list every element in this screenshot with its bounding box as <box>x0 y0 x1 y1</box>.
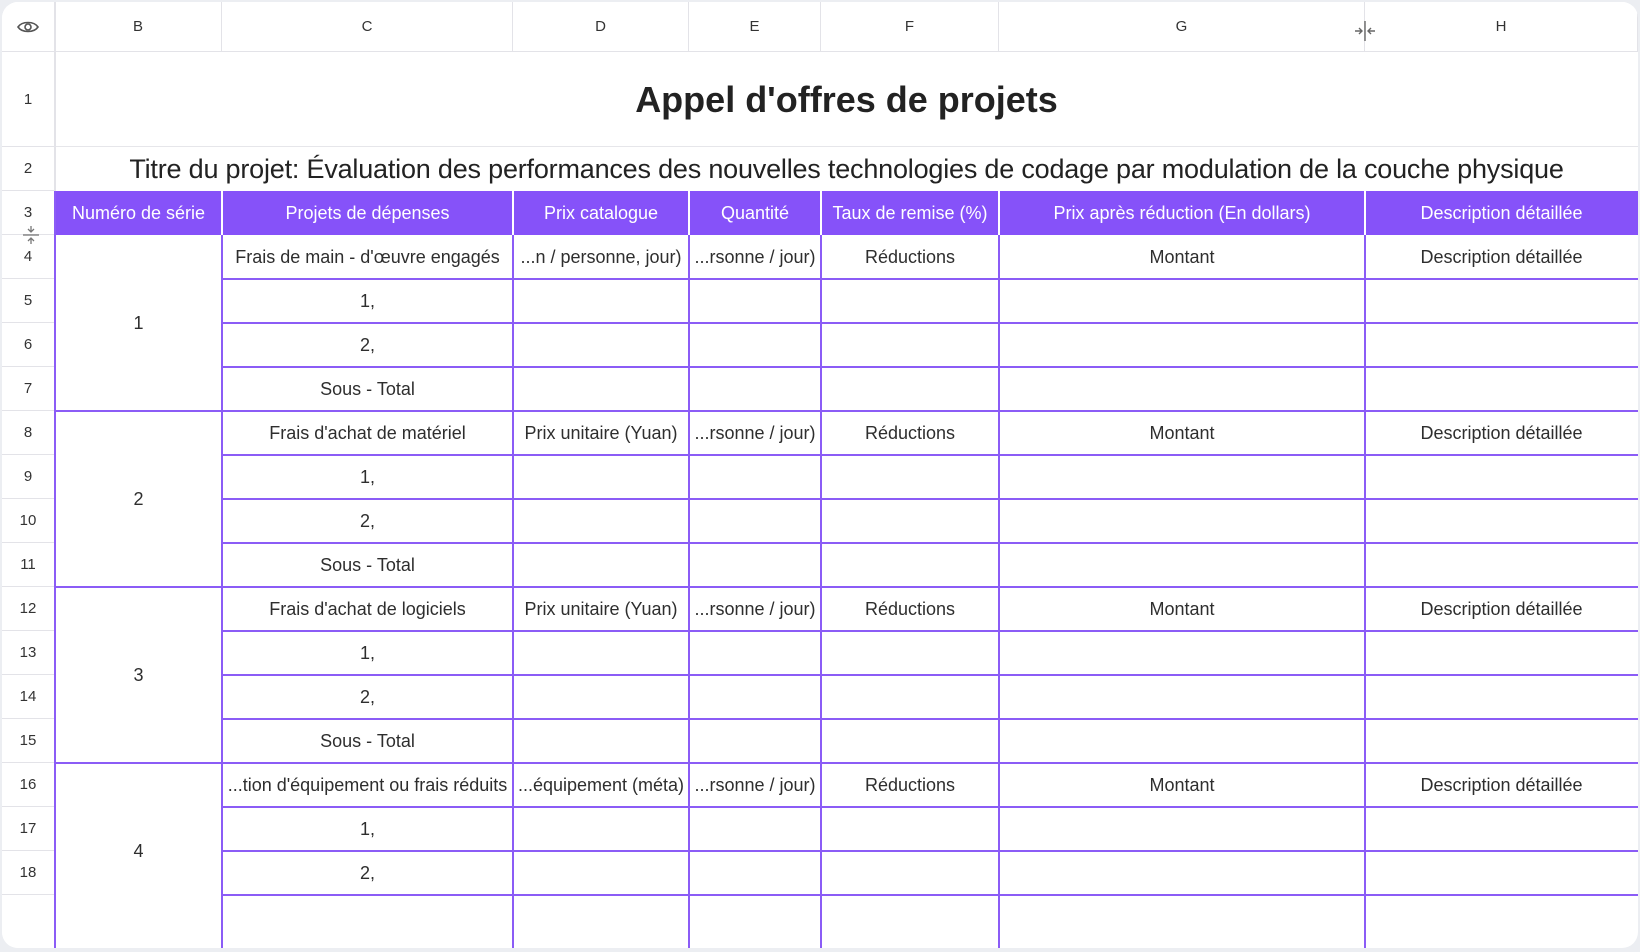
row-header[interactable]: 2 <box>2 147 55 191</box>
description-cell[interactable]: Description détaillée <box>1420 774 1583 795</box>
expense-category-cell[interactable]: Frais d'achat de matériel <box>269 422 466 443</box>
grid-line <box>222 850 1638 852</box>
row-header[interactable]: 4 <box>2 235 55 279</box>
grid-line <box>222 542 1638 544</box>
discount-cell[interactable]: Réductions <box>864 422 956 443</box>
grid-line <box>55 410 1638 412</box>
row-header[interactable]: 1 <box>2 52 55 147</box>
amount-cell[interactable]: Montant <box>1149 246 1215 267</box>
item-cell[interactable]: 2, <box>359 686 375 707</box>
unit-price-cell[interactable]: ...équipement (méta) <box>517 774 685 795</box>
description-cell[interactable]: Description détaillée <box>1420 422 1583 443</box>
row-header[interactable]: 8 <box>2 411 55 455</box>
expense-category-cell[interactable]: Frais d'achat de logiciels <box>269 598 466 619</box>
grid-line <box>222 498 1638 500</box>
grid-line <box>222 718 1638 720</box>
row-header[interactable]: 7 <box>2 367 55 411</box>
discount-cell[interactable]: Réductions <box>864 246 956 267</box>
column-header-c[interactable]: C <box>222 2 513 52</box>
row-header[interactable]: 6 <box>2 323 55 367</box>
discount-cell[interactable]: Réductions <box>864 598 956 619</box>
row-header[interactable]: 14 <box>2 675 55 719</box>
grid-line <box>998 235 1000 948</box>
subtotal-cell[interactable]: Sous - Total <box>320 730 415 751</box>
row-header[interactable]: 15 <box>2 719 55 763</box>
grid-line <box>820 235 822 948</box>
row-header <box>2 895 55 948</box>
grid-line <box>512 235 514 948</box>
row-header[interactable]: 10 <box>2 499 55 543</box>
subtotal-cell[interactable]: Sous - Total <box>320 378 415 399</box>
unit-price-cell[interactable]: Prix unitaire (Yuan) <box>524 598 678 619</box>
unit-price-cell[interactable]: ...n / personne, jour) <box>520 246 682 267</box>
serial-number-cell[interactable]: 1 <box>133 312 144 333</box>
row-header[interactable]: 11 <box>2 543 55 587</box>
quantity-cell[interactable]: ...rsonne / jour) <box>694 598 816 619</box>
grid-line <box>54 191 56 948</box>
expense-category-cell[interactable]: ...tion d'équipement ou frais réduits <box>227 774 508 795</box>
item-cell[interactable]: 2, <box>359 334 375 355</box>
grid-line <box>55 146 1638 147</box>
column-header-g[interactable]: G <box>999 2 1365 52</box>
serial-number-cell[interactable]: 3 <box>133 664 144 685</box>
row-header[interactable]: 9 <box>2 455 55 499</box>
serial-number-cell[interactable]: 2 <box>133 488 144 509</box>
grid-line <box>222 630 1638 632</box>
grid-line <box>55 2 56 191</box>
row-resize-icon[interactable] <box>20 224 42 246</box>
description-cell[interactable]: Description détaillée <box>1420 598 1583 619</box>
column-header-h[interactable]: H <box>1365 2 1638 52</box>
header-expense-items[interactable]: Projets de dépenses <box>222 191 513 235</box>
grid-line <box>222 806 1638 808</box>
grid-line <box>222 674 1638 676</box>
column-header-e[interactable]: E <box>689 2 821 52</box>
discount-cell[interactable]: Réductions <box>864 774 956 795</box>
sheet-title[interactable]: Appel d'offres de projets <box>635 78 1058 120</box>
row-header[interactable]: 12 <box>2 587 55 631</box>
expense-category-cell[interactable]: Frais de main - d'œuvre engagés <box>235 246 500 267</box>
amount-cell[interactable]: Montant <box>1149 422 1215 443</box>
column-header-d[interactable]: D <box>513 2 689 52</box>
row-header[interactable]: 3 <box>2 191 55 235</box>
grid-line <box>1364 235 1366 948</box>
eye-icon[interactable] <box>2 2 55 52</box>
serial-number-cell[interactable]: 4 <box>133 840 144 861</box>
grid-line <box>688 235 690 948</box>
row-header[interactable]: 13 <box>2 631 55 675</box>
column-resize-icon[interactable] <box>1352 18 1378 44</box>
unit-price-cell[interactable]: Prix unitaire (Yuan) <box>524 422 678 443</box>
quantity-cell[interactable]: ...rsonne / jour) <box>694 246 816 267</box>
row-header[interactable]: 5 <box>2 279 55 323</box>
subtotal-cell[interactable]: Sous - Total <box>320 554 415 575</box>
header-list-price[interactable]: Prix catalogue <box>513 191 689 235</box>
item-cell[interactable]: 1, <box>359 818 375 839</box>
description-cell[interactable]: Description détaillée <box>1420 246 1583 267</box>
header-discount-rate[interactable]: Taux de remise (%) <box>821 191 999 235</box>
grid-line <box>222 366 1638 368</box>
grid-line <box>55 586 1638 588</box>
header-serial-number[interactable]: Numéro de série <box>55 191 222 235</box>
header-discounted-price[interactable]: Prix après réduction (En dollars) <box>999 191 1365 235</box>
quantity-cell[interactable]: ...rsonne / jour) <box>694 422 816 443</box>
column-header-b[interactable]: B <box>55 2 222 52</box>
item-cell[interactable]: 1, <box>359 642 375 663</box>
amount-cell[interactable]: Montant <box>1149 774 1215 795</box>
row-header[interactable]: 16 <box>2 763 55 807</box>
grid-line <box>222 894 1638 896</box>
item-cell[interactable]: 2, <box>359 862 375 883</box>
grid-line <box>222 454 1638 456</box>
project-title[interactable]: Titre du projet: Évaluation des performances des nouvelles technologies de codage par modulation de la couche physique <box>129 153 1564 184</box>
item-cell[interactable]: 1, <box>359 290 375 311</box>
grid-line <box>55 762 1638 764</box>
grid-line <box>221 235 223 948</box>
item-cell[interactable]: 2, <box>359 510 375 531</box>
amount-cell[interactable]: Montant <box>1149 598 1215 619</box>
grid-line <box>222 322 1638 324</box>
spreadsheet-window <box>2 2 1638 948</box>
header-description[interactable]: Description détaillée <box>1365 191 1638 235</box>
header-quantity[interactable]: Quantité <box>689 191 821 235</box>
item-cell[interactable]: 1, <box>359 466 375 487</box>
row-header[interactable]: 18 <box>2 851 55 895</box>
column-header-f[interactable]: F <box>821 2 999 52</box>
row-header[interactable]: 17 <box>2 807 55 851</box>
grid-line <box>222 278 1638 280</box>
quantity-cell[interactable]: ...rsonne / jour) <box>694 774 816 795</box>
